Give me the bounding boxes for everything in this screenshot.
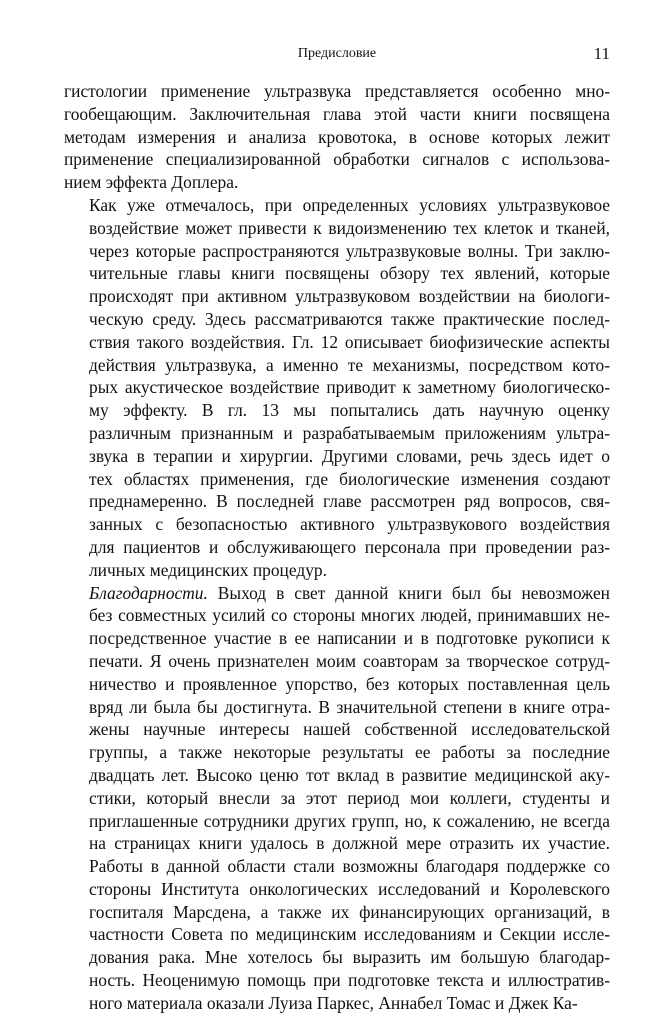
paragraph-line: для пациентов и обслуживающего персонала при проведении раз-: [89, 536, 610, 557]
paragraph-line: действия ультразвука, а именно те механизмы, посредством кото-: [89, 354, 610, 375]
paragraph-line: Работы в данной области стали возможны благодаря поддержке со: [89, 856, 610, 877]
paragraph-line: на страницах книги удалось в должной мере отразить их участие.: [89, 833, 610, 854]
paragraph-line: ничество и проявленное упорство, без которых поставленная цель: [89, 673, 610, 694]
paragraph-line: методам измерения и анализа кровотока, в основе которых лежит: [64, 126, 610, 147]
paragraph-acknowledgements: [64, 582, 610, 1015]
paragraph-line: двадцать лет. Высоко ценю тот вклад в развитие медицинской аку-: [89, 764, 610, 785]
paragraph-line: занных с безопасностью активного ультразвукового воздействия: [89, 514, 610, 535]
paragraph-line: личных медицинских процедур.: [89, 559, 327, 580]
paragraph-line: применение специализированной обработки сигналов с использова-: [64, 149, 610, 170]
paragraph-line: стики, который внесли за этот период мои коллеги, студенты и: [89, 787, 610, 808]
paragraph-line: дования рака. Мне хотелось бы выразить им большую благодар-: [89, 947, 610, 968]
paragraph-line: нием эффекта Доплера.: [64, 172, 239, 193]
acknowledgements-first-line: Выход в свет данной книги был бы невозможен: [207, 582, 610, 603]
paragraph-line: Как уже отмечалось, при определенных условиях ультразвуковое: [89, 194, 610, 215]
paragraph-line: жены научные интересы нашей собственной исследовательской: [89, 719, 610, 740]
paragraph-line: му эффекту. В гл. 13 мы попытались дать научную оценку: [89, 400, 610, 421]
paragraph-line: вряд ли была бы достигнута. В значительной степени в книге отра-: [89, 696, 610, 717]
paragraph-line: звука в терапии и хирургии. Другими словами, речь здесь идет о: [89, 445, 610, 466]
paragraph-line: частности Совета по медицинским исследованиям и Секции иссле-: [89, 924, 610, 945]
paragraph-line: через которые распространяются ультразвуковые волны. Три заклю-: [89, 240, 610, 261]
paragraph-continuation: [64, 80, 610, 194]
paragraph-line: воздействие может привести к видоизменению тех клеток и тканей,: [89, 217, 610, 238]
page-number: 11: [593, 44, 610, 63]
paragraph-line: ствия такого воздействия. Гл. 12 описывает биофизические аспекты: [89, 331, 610, 352]
paragraph-line: [64, 582, 610, 605]
paragraph-line: чительные главы книги посвящены обзору тех явлений, которые: [89, 263, 610, 284]
paragraph-ultrasound-effects: [64, 194, 610, 582]
paragraph-line: происходят при активном ультразвуковом воздействии на биологи-: [89, 286, 610, 307]
paragraph-line: преднамеренно. В последней главе рассмотрен ряд вопросов, свя-: [89, 491, 610, 512]
paragraph-line: гистологии применение ультразвука представляется особенно мно-: [64, 81, 610, 101]
paragraph-line: группы, а также некоторые результаты ее работы за последние: [89, 742, 610, 763]
book-page: [64, 44, 610, 1015]
paragraph-line: различным признанным и разрабатываемым приложениям ультра-: [89, 422, 610, 443]
paragraph-line: гообещающим. Заключительная глава этой части книги посвящена: [64, 103, 610, 124]
paragraph-line: ческую среду. Здесь рассматриваются также практические послед-: [89, 308, 610, 329]
paragraph-line: без совместных усилий со стороны многих людей, принимавших не-: [89, 605, 610, 626]
paragraph-line: тех областях применения, где биологические изменения создают: [89, 468, 610, 489]
paragraph-line: госпиталя Марсдена, а также их финансирующих организаций, в: [89, 901, 610, 922]
acknowledgements-lead: Благодарности.: [89, 582, 208, 603]
paragraph-line: посредственное участие в ее написании и в подготовке рукописи к: [89, 628, 610, 649]
paragraph-line: ность. Неоценимую помощь при подготовке текста и иллюстратив-: [89, 970, 610, 991]
running-title: Предисловие: [297, 46, 377, 61]
paragraph-line: стороны Института онкологических исследований и Королевского: [89, 878, 610, 899]
paragraph-line: ного материала оказали Луиза Паркес, Аннабел Томас и Джек Ка-: [89, 992, 578, 1013]
paragraph-line: рых акустическое воздействие приводит к заметному биологическо-: [89, 377, 610, 398]
running-header: [64, 44, 610, 68]
body-text: [64, 80, 610, 1015]
paragraph-line: печати. Я очень признателен моим соавторам за творческое сотруд-: [89, 650, 610, 671]
paragraph-line: приглашенные сотрудники других групп, но, к сожалению, не всегда: [89, 810, 610, 831]
